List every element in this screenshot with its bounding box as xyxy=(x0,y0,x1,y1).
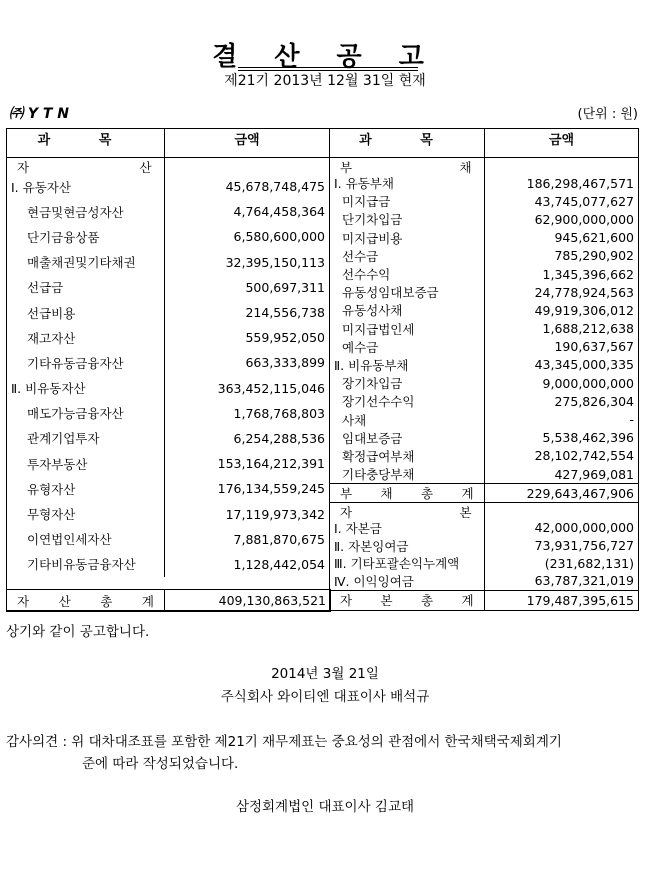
liab-row-amount: 186,298,467,571 xyxy=(526,175,634,191)
liab-total-char: 계 xyxy=(461,486,474,502)
liab-row-amount: 9,000,000,000 xyxy=(542,375,634,391)
assets-row xyxy=(7,275,329,300)
liab-row-label: 선수수익 xyxy=(330,265,485,283)
liab-row xyxy=(330,247,638,265)
liab-row-amount: 49,919,306,012 xyxy=(534,302,634,318)
assets-row xyxy=(7,300,329,325)
assets-subject-header: 과 목 xyxy=(7,129,165,158)
liab-row xyxy=(330,356,638,374)
liab-row-amount: 275,826,304 xyxy=(554,393,634,409)
liabilities-section xyxy=(330,158,638,611)
liab-row xyxy=(330,210,638,228)
equity-row-label: Ⅳ. 이익잉여금 xyxy=(330,572,485,590)
liab-subject-header: 과 목 xyxy=(330,129,485,158)
liab-row-amount: 5,538,462,396 xyxy=(542,430,634,446)
assets-heading-amount xyxy=(165,158,329,174)
liab-row xyxy=(330,374,638,392)
assets-row xyxy=(7,501,329,526)
assets-row-label: 재고자산 xyxy=(7,325,165,350)
equity-row-amount: 42,000,000,000 xyxy=(534,520,634,536)
assets-total-char: 산 xyxy=(58,593,71,609)
assets-row-label: 유형자산 xyxy=(7,476,165,501)
liab-row-label: 선수금 xyxy=(330,247,485,265)
equity-heading-right: 본 xyxy=(459,505,472,521)
liab-row xyxy=(330,410,638,428)
liab-row-label: Ⅰ. 유동부채 xyxy=(330,174,485,192)
equity-total-row xyxy=(330,590,638,611)
assets-section xyxy=(7,158,329,598)
liab-row-amount: 62,900,000,000 xyxy=(534,211,634,227)
assets-row-amount: 7,881,870,675 xyxy=(233,531,325,547)
assets-total-char: 총 xyxy=(100,593,113,609)
assets-heading-label xyxy=(7,158,165,174)
liab-row xyxy=(330,301,638,319)
equity-row xyxy=(330,519,638,537)
liab-row-amount: 190,637,567 xyxy=(554,339,634,355)
assets-total-char: 자 xyxy=(17,593,30,609)
liab-row xyxy=(330,429,638,447)
assets-row-label: Ⅰ. 유동자산 xyxy=(7,174,165,199)
assets-row xyxy=(7,476,329,501)
equity-row-amount: (231,682,131) xyxy=(544,555,634,571)
assets-heading-right: 산 xyxy=(139,160,152,175)
assets-row-amount: 4,764,458,364 xyxy=(233,204,325,220)
assets-row-label: 기타비유동금융자산 xyxy=(7,552,165,577)
liab-row-amount: - xyxy=(629,412,634,428)
liab-row xyxy=(330,283,638,301)
assets-row xyxy=(7,325,329,350)
liab-row-amount: 945,621,600 xyxy=(554,230,634,246)
balance-sheet-table xyxy=(6,128,639,611)
equity-total-char: 총 xyxy=(420,593,434,609)
assets-row-amount: 6,254,288,536 xyxy=(233,430,325,446)
liab-total-amount: 229,643,467,906 xyxy=(526,485,634,501)
assets-row xyxy=(7,350,329,375)
assets-row-amount: 32,395,150,113 xyxy=(225,254,325,270)
audit-opinion-cont: 준에 따라 작성되었습니다. xyxy=(82,756,239,772)
assets-row-amount: 1,768,768,803 xyxy=(233,405,325,421)
assets-row-amount: 363,452,115,046 xyxy=(217,380,325,396)
assets-row-label: 무형자산 xyxy=(7,501,165,526)
assets-row-amount: 559,952,050 xyxy=(245,330,325,346)
liab-row-amount: 785,290,902 xyxy=(554,248,634,264)
liab-total-label xyxy=(330,484,485,502)
assets-total-char: 계 xyxy=(141,593,154,609)
liab-row-label: 확정급여부채 xyxy=(330,447,485,465)
page-title: 결 산 공 고 xyxy=(212,42,438,72)
assets-row-label: 매출채권및기타채권 xyxy=(7,250,165,275)
assets-row xyxy=(7,174,329,199)
notice-text: 상기와 같이 공고합니다. xyxy=(6,624,150,640)
assets-heading-left: 자 xyxy=(17,160,30,175)
liab-row-label: Ⅱ. 비유동부채 xyxy=(330,356,485,374)
liab-row-label: 기타충당부채 xyxy=(330,465,485,483)
liab-row-label: 미지급비용 xyxy=(330,229,485,247)
assets-total-label xyxy=(7,590,165,611)
assets-row xyxy=(7,451,329,476)
liab-row xyxy=(330,338,638,356)
liab-row-label: 미지급금 xyxy=(330,192,485,210)
liab-row-amount: 24,778,924,563 xyxy=(534,284,634,300)
assets-row-label: Ⅱ. 비유동자산 xyxy=(7,376,165,401)
liab-heading-right: 채 xyxy=(459,160,472,175)
liab-row-label: 단기차입금 xyxy=(330,210,485,228)
assets-row-amount: 663,333,899 xyxy=(245,355,325,371)
assets-row-label: 기타유동금융자산 xyxy=(7,350,165,375)
assets-row-label: 관계기업투자 xyxy=(7,426,165,451)
assets-rows xyxy=(7,158,329,577)
liab-row xyxy=(330,392,638,410)
assets-total-amount: 409,130,863,521 xyxy=(218,593,326,608)
equity-total-char: 자 xyxy=(340,593,353,609)
equity-heading-label xyxy=(330,503,485,519)
assets-row-amount: 6,580,600,000 xyxy=(233,229,325,245)
assets-row-amount: 17,119,973,342 xyxy=(225,506,325,522)
liab-heading xyxy=(330,158,638,174)
assets-row-amount: 153,164,212,391 xyxy=(217,456,325,472)
liab-row xyxy=(330,447,638,465)
assets-heading xyxy=(7,158,329,174)
liab-row xyxy=(330,174,638,192)
equity-row-amount: 73,931,756,727 xyxy=(534,538,634,554)
assets-row-label: 매도가능금융자산 xyxy=(7,401,165,426)
assets-row-label: 이연법인세자산 xyxy=(7,527,165,552)
liab-row-amount: 28,102,742,554 xyxy=(534,448,634,464)
assets-row-amount: 45,678,748,475 xyxy=(225,179,325,195)
liab-row-label: 장기선수수익 xyxy=(330,392,485,410)
equity-heading-left: 자 xyxy=(340,505,353,521)
unit-label: (단위 : 원) xyxy=(577,107,638,122)
liab-row-label: 유동성임대보증금 xyxy=(330,283,485,301)
liab-row-amount: 427,969,081 xyxy=(554,466,634,482)
equity-total-char: 본 xyxy=(380,593,393,609)
equity-row-label: Ⅱ. 자본잉여금 xyxy=(330,537,485,555)
equity-row-label: Ⅰ. 자본금 xyxy=(330,519,485,537)
equity-row xyxy=(330,572,638,590)
assets-row xyxy=(7,401,329,426)
liab-row-amount: 1,345,396,662 xyxy=(542,266,634,282)
equity-total-label xyxy=(330,591,485,610)
liab-row xyxy=(330,465,638,483)
liab-row-label: 사채 xyxy=(330,410,485,428)
liab-row-label: 미지급법인세 xyxy=(330,320,485,338)
assets-row-amount: 214,556,738 xyxy=(245,305,325,321)
assets-row xyxy=(7,224,329,249)
liab-row-amount: 1,688,212,638 xyxy=(542,321,634,337)
equity-row-amount: 63,787,321,019 xyxy=(534,573,634,589)
liab-row-amount: 43,745,077,627 xyxy=(534,193,634,209)
assets-row-label: 현금및현금성자산 xyxy=(7,199,165,224)
assets-row-label: 단기금융상품 xyxy=(7,224,165,249)
assets-row-amount: 176,134,559,245 xyxy=(217,481,325,497)
company-name: ㈜ Y T N xyxy=(9,106,70,122)
announce-date: 2014년 3월 21일 xyxy=(271,666,379,682)
assets-row xyxy=(7,527,329,552)
assets-row xyxy=(7,376,329,401)
equity-total-char: 계 xyxy=(461,593,474,609)
liab-row xyxy=(330,229,638,247)
liab-total-char: 채 xyxy=(380,486,393,502)
liab-row xyxy=(330,320,638,338)
liab-row-label: 임대보증금 xyxy=(330,429,485,447)
equity-total-amount: 179,487,395,615 xyxy=(526,592,634,608)
assets-row-amount: 1,128,442,054 xyxy=(233,556,325,572)
equity-row-label: Ⅲ. 기타포괄손익누계액 xyxy=(330,554,485,572)
assets-row-label: 선급비용 xyxy=(7,300,165,325)
liab-row-label: 예수금 xyxy=(330,338,485,356)
assets-row xyxy=(7,426,329,451)
liab-row xyxy=(330,192,638,210)
equity-row xyxy=(330,554,638,572)
assets-row xyxy=(7,250,329,275)
liab-total-row xyxy=(330,483,638,503)
ceo-signature: 주식회사 와이티엔 대표이사 배석규 xyxy=(220,689,430,705)
liab-row-label: 유동성사채 xyxy=(330,301,485,319)
assets-amount-header: 금액 xyxy=(165,129,330,158)
liab-row xyxy=(330,265,638,283)
assets-row-label: 선급금 xyxy=(7,275,165,300)
liab-heading-left: 부 xyxy=(340,160,353,175)
auditor-signature: 삼정회계법인 대표이사 김교태 xyxy=(235,799,415,815)
equity-row xyxy=(330,537,638,555)
liab-row-amount: 43,345,000,335 xyxy=(534,357,634,373)
assets-total-row xyxy=(6,589,331,612)
report-date: 제21기 2013년 12월 31일 현재 xyxy=(224,73,426,89)
assets-row-label: 투자부동산 xyxy=(7,451,165,476)
liab-heading-label xyxy=(330,158,485,174)
equity-heading xyxy=(330,503,638,519)
liab-row-label: 장기차입금 xyxy=(330,374,485,392)
liab-heading-amount xyxy=(485,158,638,174)
audit-opinion: 감사의견 : 위 대차대조표를 포함한 제21기 재무제표는 중요성의 관점에서 한국채택국제회계기 xyxy=(6,734,562,750)
liab-total-char: 부 xyxy=(340,486,353,502)
liab-total-char: 총 xyxy=(420,486,434,502)
equity-heading-amount xyxy=(485,503,638,519)
assets-row xyxy=(7,199,329,224)
assets-row-amount: 500,697,311 xyxy=(245,279,325,295)
liab-amount-header: 금액 xyxy=(485,129,639,158)
assets-row xyxy=(7,552,329,577)
